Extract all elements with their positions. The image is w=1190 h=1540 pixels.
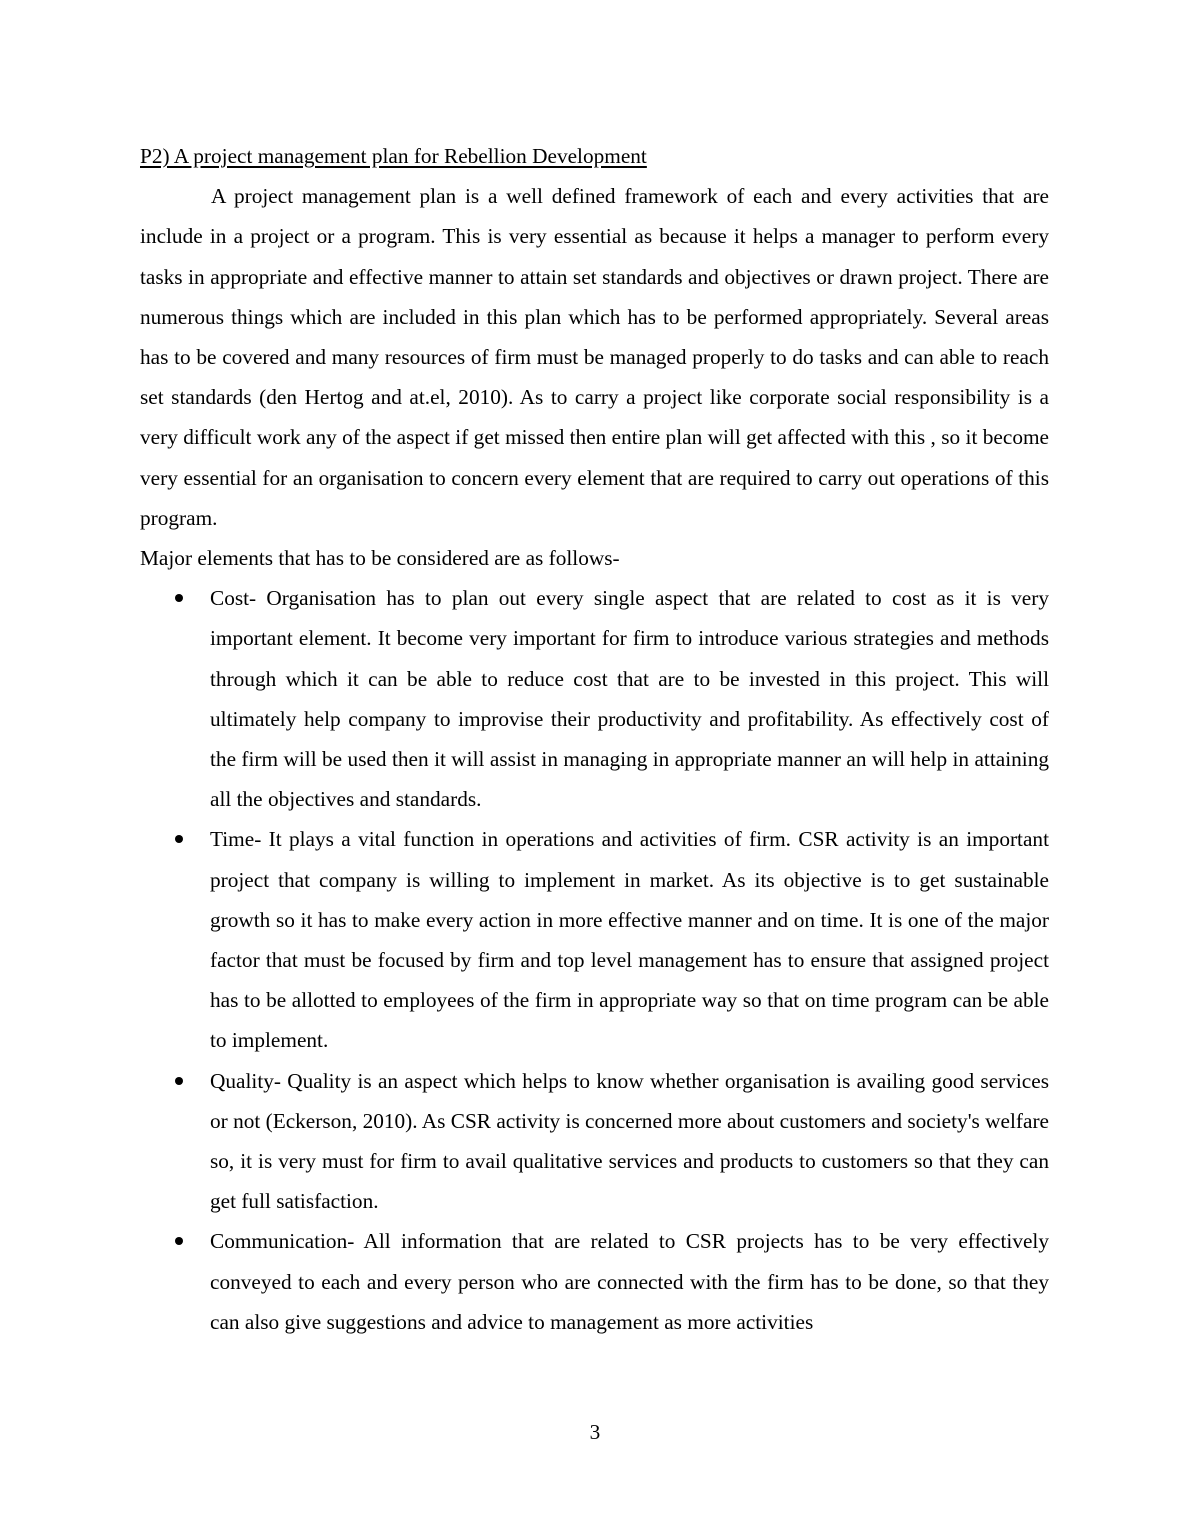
bullet-text-quality: Quality- Quality is an aspect which helps to know whether organisation is availing good services or not (Eckerson, 2010). As CSR activity is concerned more about customers and society's welfare so, it is very must for firm to avail qualitative services and products to customers so that they can get full satisfaction.: [210, 1068, 1049, 1214]
section-heading: P2) A project management plan for Rebellion Development: [140, 144, 647, 168]
bullet-icon: [175, 1237, 183, 1245]
page-content: [140, 136, 1049, 1342]
bullet-text-cost: Cost- Organisation has to plan out every single aspect that are related to cost as it is very important element. It become very important for firm to introduce various strategies and methods through which it can be able to reduce cost that are to be invested in this project. This will ultimately help company to improvise their productivity and profitability. As effectively cost of the firm will be used then it will assist in managing in appropriate manner an will help in attaining all the objectives and standards.: [210, 586, 1049, 812]
bullet-text-communication: Communication- All information that are related to CSR projects has to be very effectively conveyed to each and every person who are connected with the firm has to be done, so that they can also give suggestions and advice to management as more activities: [210, 1229, 1049, 1334]
bullet-item-time: [140, 819, 1049, 1060]
bullet-item-cost: [140, 578, 1049, 819]
bullet-icon: [175, 835, 183, 843]
bullet-text-time: Time- It plays a vital function in operations and activities of firm. CSR activity is an important project that company is willing to implement in market. As its objective is to get sustainable growth so it has to make every action in more effective manner and on time. It is one of the major factor that must be focused by firm and top level management has to ensure that assigned project has to be allotted to employees of the firm in appropriate way so that on time program can be able to implement.: [210, 827, 1049, 1053]
intro-paragraph: A project management plan is a well defined framework of each and every activities that are include in a project or a program. This is very essential as because it helps a manager to perform every tasks in appropriate and effective manner to attain set standards and objectives or drawn project. There are numerous things which are included in this plan which has to be performed appropriately. Several areas has to be covered and many resources of firm must be managed properly to do tasks and can able to reach set standards (den Hertog and at.el, 2010). As to carry a project like corporate social responsibility is a very difficult work any of the aspect if get missed then entire plan will get affected with this , so it become very essential for an organisation to concern every element that are required to carry out operations of this program.: [140, 184, 1049, 530]
bullet-item-communication: [140, 1221, 1049, 1342]
elements-bullet-list: [140, 578, 1049, 1342]
bullet-icon: [175, 1077, 183, 1085]
bullet-icon: [175, 594, 183, 602]
bullet-item-quality: [140, 1061, 1049, 1222]
intro-paragraph-last-line: Major elements that has to be considered are as follows-: [140, 546, 620, 571]
page-number: 3: [589, 1420, 601, 1444]
